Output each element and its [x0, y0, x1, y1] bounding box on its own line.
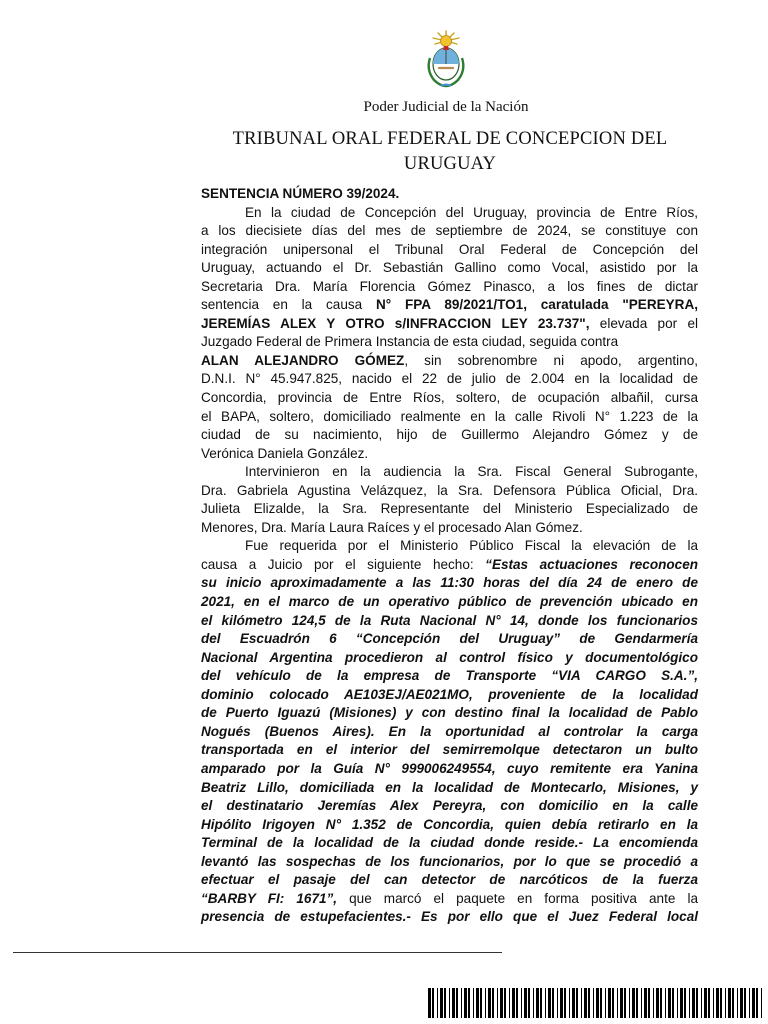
text-run: ALAN ALEJANDRO GÓMEZ — [201, 352, 405, 368]
barcode-bar — [504, 988, 506, 1018]
barcode-bar — [632, 988, 635, 1018]
coat-of-arms-icon — [424, 28, 468, 90]
barcode-bar — [461, 988, 462, 1018]
text-line — [201, 574, 698, 593]
barcode-bar — [584, 988, 587, 1018]
barcode-bar — [668, 988, 671, 1018]
text-run: Nogués (Buenos Aires). En la oportunidad al controlar la carga — [201, 723, 698, 739]
text-line — [201, 500, 698, 519]
barcode-bar — [648, 988, 650, 1018]
barcode-bar — [485, 988, 486, 1018]
text-line — [201, 612, 698, 631]
text-run: “Estas actuaciones reconocen — [485, 556, 698, 572]
barcode-bar — [476, 988, 479, 1018]
text-run: que marcó el paquete en forma positiva ante la — [337, 890, 698, 906]
barcode-bar — [713, 988, 714, 1018]
text-run: a los diecisiete días del mes de septiembre de 2024, se constituye con — [201, 223, 698, 239]
barcode-bar — [653, 988, 654, 1018]
barcode-bar — [468, 988, 470, 1018]
text-run: de Puerto Iguazú (Misiones) y con destino final la localidad de Pablo — [201, 705, 698, 721]
text-run: ciudad de su nacimiento, hijo de Guillermo Alejandro Gómez y de — [201, 427, 698, 443]
barcode-bar — [449, 988, 450, 1018]
text-run: , sin sobrenombre ni apodo, argentino, — [404, 352, 698, 368]
barcode-bar — [605, 988, 606, 1018]
text-line — [201, 259, 698, 278]
barcode-bar — [437, 988, 438, 1018]
barcode-bar — [740, 988, 743, 1018]
barcode-bar — [444, 988, 446, 1018]
barcode-bar — [440, 988, 443, 1018]
barcode-icon — [428, 988, 766, 1018]
court-name-line-1: TRIBUNAL ORAL FEDERAL DE CONCEPCION DEL — [232, 129, 668, 149]
barcode-bar — [641, 988, 642, 1018]
barcode-bar — [660, 988, 662, 1018]
text-run: Intervinieron en la audiencia la Sra. Fiscal General Subrogante, — [245, 464, 698, 480]
text-run: Verónica Daniela González. — [201, 445, 369, 461]
text-run: presencia de estupefacientes.- Es por ello que el Juez Federal local — [201, 909, 698, 925]
text-line — [201, 222, 698, 241]
text-line — [201, 723, 698, 742]
document-text — [201, 204, 698, 927]
text-line — [201, 834, 698, 853]
barcode-bar — [540, 988, 542, 1018]
barcode-bar — [572, 988, 575, 1018]
text-run: integración unipersonal el Tribunal Oral Federal de Concepción del — [201, 241, 698, 257]
barcode-bar — [600, 988, 602, 1018]
barcode-bar — [521, 988, 522, 1018]
court-name — [205, 127, 695, 177]
barcode-bar — [677, 988, 678, 1018]
barcode-bar — [548, 988, 551, 1018]
text-line — [201, 445, 698, 464]
text-line — [201, 463, 698, 482]
barcode-bar — [512, 988, 515, 1018]
barcode-bar — [620, 988, 623, 1018]
barcode-bar — [725, 988, 726, 1018]
text-run: Terminal de la localidad de la ciudad donde reside.- La encomienda — [201, 835, 698, 851]
text-line — [201, 593, 698, 612]
barcode-bar — [500, 988, 503, 1018]
barcode-bar — [720, 988, 722, 1018]
text-line — [201, 890, 698, 909]
barcode-bar — [701, 988, 702, 1018]
text-run: Menores, Dra. María Laura Raíces y el procesado Alan Gómez. — [201, 519, 583, 535]
text-run: Hipólito Irigoyen N° 1.352 de Concordia, quien debía retirarlo en la — [201, 816, 698, 832]
barcode-bar — [509, 988, 510, 1018]
text-run: levantó las sospechas de los funcionarios, por lo que se procedió a — [201, 853, 698, 869]
barcode-bar — [684, 988, 686, 1018]
text-run: el destinatario Jeremías Alex Pereyra, con domicilio en la calle — [201, 798, 698, 814]
barcode-bar — [492, 988, 494, 1018]
barcode-bar — [452, 988, 455, 1018]
text-run: Julieta Elizalde, la Sra. Representante del Ministerio Especializado de — [201, 501, 698, 517]
barcode-bar — [588, 988, 590, 1018]
text-line — [201, 333, 698, 352]
barcode-bar — [569, 988, 570, 1018]
barcode-bar — [761, 988, 762, 1018]
barcode-bar — [536, 988, 539, 1018]
text-line — [201, 649, 698, 668]
text-run: su inicio aproximadamente a las 11:30 horas del día 24 de enero de — [201, 575, 698, 591]
barcode-bar — [629, 988, 630, 1018]
text-line — [201, 556, 698, 575]
text-line — [201, 741, 698, 760]
barcode-bar — [497, 988, 498, 1018]
text-run: Juzgado Federal de Primera Instancia de esta ciudad, seguida contra — [201, 334, 619, 350]
text-line — [201, 315, 698, 334]
text-run: el BAPA, soltero, domiciliado realmente en la calle Rivoli N° 1.223 de la — [201, 408, 698, 424]
barcode-bar — [593, 988, 594, 1018]
text-line — [201, 853, 698, 872]
text-run: Dra. Gabriela Agustina Velázquez, la Sra. Defensora Pública Oficial, Dra. — [201, 482, 698, 498]
barcode-bar — [557, 988, 558, 1018]
barcode-bar — [672, 988, 674, 1018]
text-line — [201, 797, 698, 816]
text-run: N° FPA 89/2021/TO1, caratulada "PEREYRA, — [375, 297, 699, 313]
text-run: Concordia, provincia de Entre Ríos, soltero, de ocupación albañil, cursa — [201, 390, 698, 406]
barcode-bar — [428, 988, 431, 1018]
text-line — [201, 352, 698, 371]
barcode-bar — [728, 988, 731, 1018]
text-run: Beatriz Lillo, domiciliada en la localidad de Montecarlo, Misiones, y — [201, 779, 698, 795]
text-line — [201, 389, 698, 408]
barcode-bar — [692, 988, 695, 1018]
text-run: el kilómetro 124,5 de la Ruta Nacional N° 14, donde los funcionarios — [201, 612, 698, 628]
text-line — [201, 630, 698, 649]
barcode-bar — [756, 988, 758, 1018]
barcode-bar — [564, 988, 566, 1018]
barcode-bar — [696, 988, 698, 1018]
barcode-bar — [464, 988, 467, 1018]
barcode-bar — [560, 988, 563, 1018]
text-line — [201, 241, 698, 260]
text-run: dominio colocado AE103EJ/AE021MO, proveniente de la localidad — [201, 686, 698, 702]
barcode-bar — [716, 988, 719, 1018]
text-line — [201, 519, 698, 538]
barcode-bar — [749, 988, 750, 1018]
text-run: del vehículo de la empresa de Transporte “VIA CARGO S.A.”, — [201, 668, 698, 684]
text-line — [201, 537, 698, 556]
text-line — [201, 370, 698, 389]
barcode-bar — [732, 988, 734, 1018]
barcode-bar — [596, 988, 599, 1018]
sentence-heading: SENTENCIA NÚMERO 39/2024. — [201, 186, 400, 201]
barcode-bar — [665, 988, 666, 1018]
barcode-bar — [680, 988, 683, 1018]
barcode-bar — [624, 988, 626, 1018]
text-line — [201, 908, 698, 927]
barcode-bar — [704, 988, 707, 1018]
text-line — [201, 704, 698, 723]
text-run: efectuar el pasaje del can detector de narcóticos de la fuerza — [201, 872, 698, 888]
barcode-bar — [737, 988, 738, 1018]
barcode-bar — [752, 988, 755, 1018]
text-run: elevada por el — [589, 315, 698, 331]
text-line — [201, 686, 698, 705]
text-run: causa a Juicio por el siguiente hecho: — [201, 556, 486, 572]
barcode-bar — [545, 988, 546, 1018]
text-run: “BARBY FI: 1671”, — [201, 890, 338, 906]
text-run: JEREMÍAS ALEX Y OTRO s/INFRACCION LEY 23.737", — [201, 315, 590, 331]
document-body — [201, 185, 698, 927]
barcode-bar — [552, 988, 554, 1018]
text-line — [201, 760, 698, 779]
barcode-bar — [480, 988, 482, 1018]
text-line — [201, 871, 698, 890]
barcode-bar — [656, 988, 659, 1018]
barcode-bar — [524, 988, 527, 1018]
text-line — [201, 204, 698, 223]
text-run: del Escuadrón 6 “Concepción del Uruguay” de Gendarmería — [201, 631, 698, 647]
barcode-bar — [689, 988, 690, 1018]
barcode-bar — [533, 988, 534, 1018]
text-run: Secretaria Dra. María Florencia Gómez Pinasco, a los fines de dictar — [201, 278, 698, 294]
barcode-bar — [528, 988, 530, 1018]
court-name-line-2: URUGUAY — [403, 154, 497, 174]
text-run: En la ciudad de Concepción del Uruguay, provincia de Entre Ríos, — [245, 204, 698, 220]
text-line — [201, 426, 698, 445]
footer-rule — [13, 952, 502, 953]
barcode-bar — [644, 988, 647, 1018]
text-run: Uruguay, actuando el Dr. Sebastián Gallino como Vocal, asistido por la — [201, 260, 698, 276]
barcode-bar — [488, 988, 491, 1018]
barcode-bar — [612, 988, 614, 1018]
barcode-bar — [456, 988, 458, 1018]
text-run: Nacional Argentina procedieron al control físico y documentológico — [201, 649, 698, 665]
text-run: 2021, en el marco de un operativo público de prevención ubicado en — [201, 594, 698, 610]
barcode-bar — [608, 988, 611, 1018]
barcode-bar — [432, 988, 434, 1018]
barcode-bar — [473, 988, 474, 1018]
text-line — [201, 482, 698, 501]
text-line — [201, 779, 698, 798]
text-line — [201, 816, 698, 835]
barcode-bar — [576, 988, 578, 1018]
barcode-bar — [708, 988, 710, 1018]
text-line — [201, 408, 698, 427]
barcode-bar — [744, 988, 746, 1018]
barcode-bar — [636, 988, 638, 1018]
barcode-bar — [581, 988, 582, 1018]
text-run: Fue requerida por el Ministerio Público Fiscal la elevación de la — [245, 538, 698, 554]
text-run: sentencia en la causa — [201, 297, 376, 313]
text-run: transportada en el interior del semirremolque detectaron un bulto — [201, 742, 698, 758]
text-run: amparado por la Guía N° 999006249554, cuyo remitente era Yanina — [201, 760, 698, 776]
text-line — [201, 296, 698, 315]
barcode-bar — [516, 988, 518, 1018]
text-line — [201, 278, 698, 297]
barcode-bar — [617, 988, 618, 1018]
text-line — [201, 667, 698, 686]
institution-name: Poder Judicial de la Nación — [363, 99, 529, 115]
text-run: D.N.I. N° 45.947.825, nacido el 22 de julio de 2.004 en la localidad de — [201, 371, 698, 387]
